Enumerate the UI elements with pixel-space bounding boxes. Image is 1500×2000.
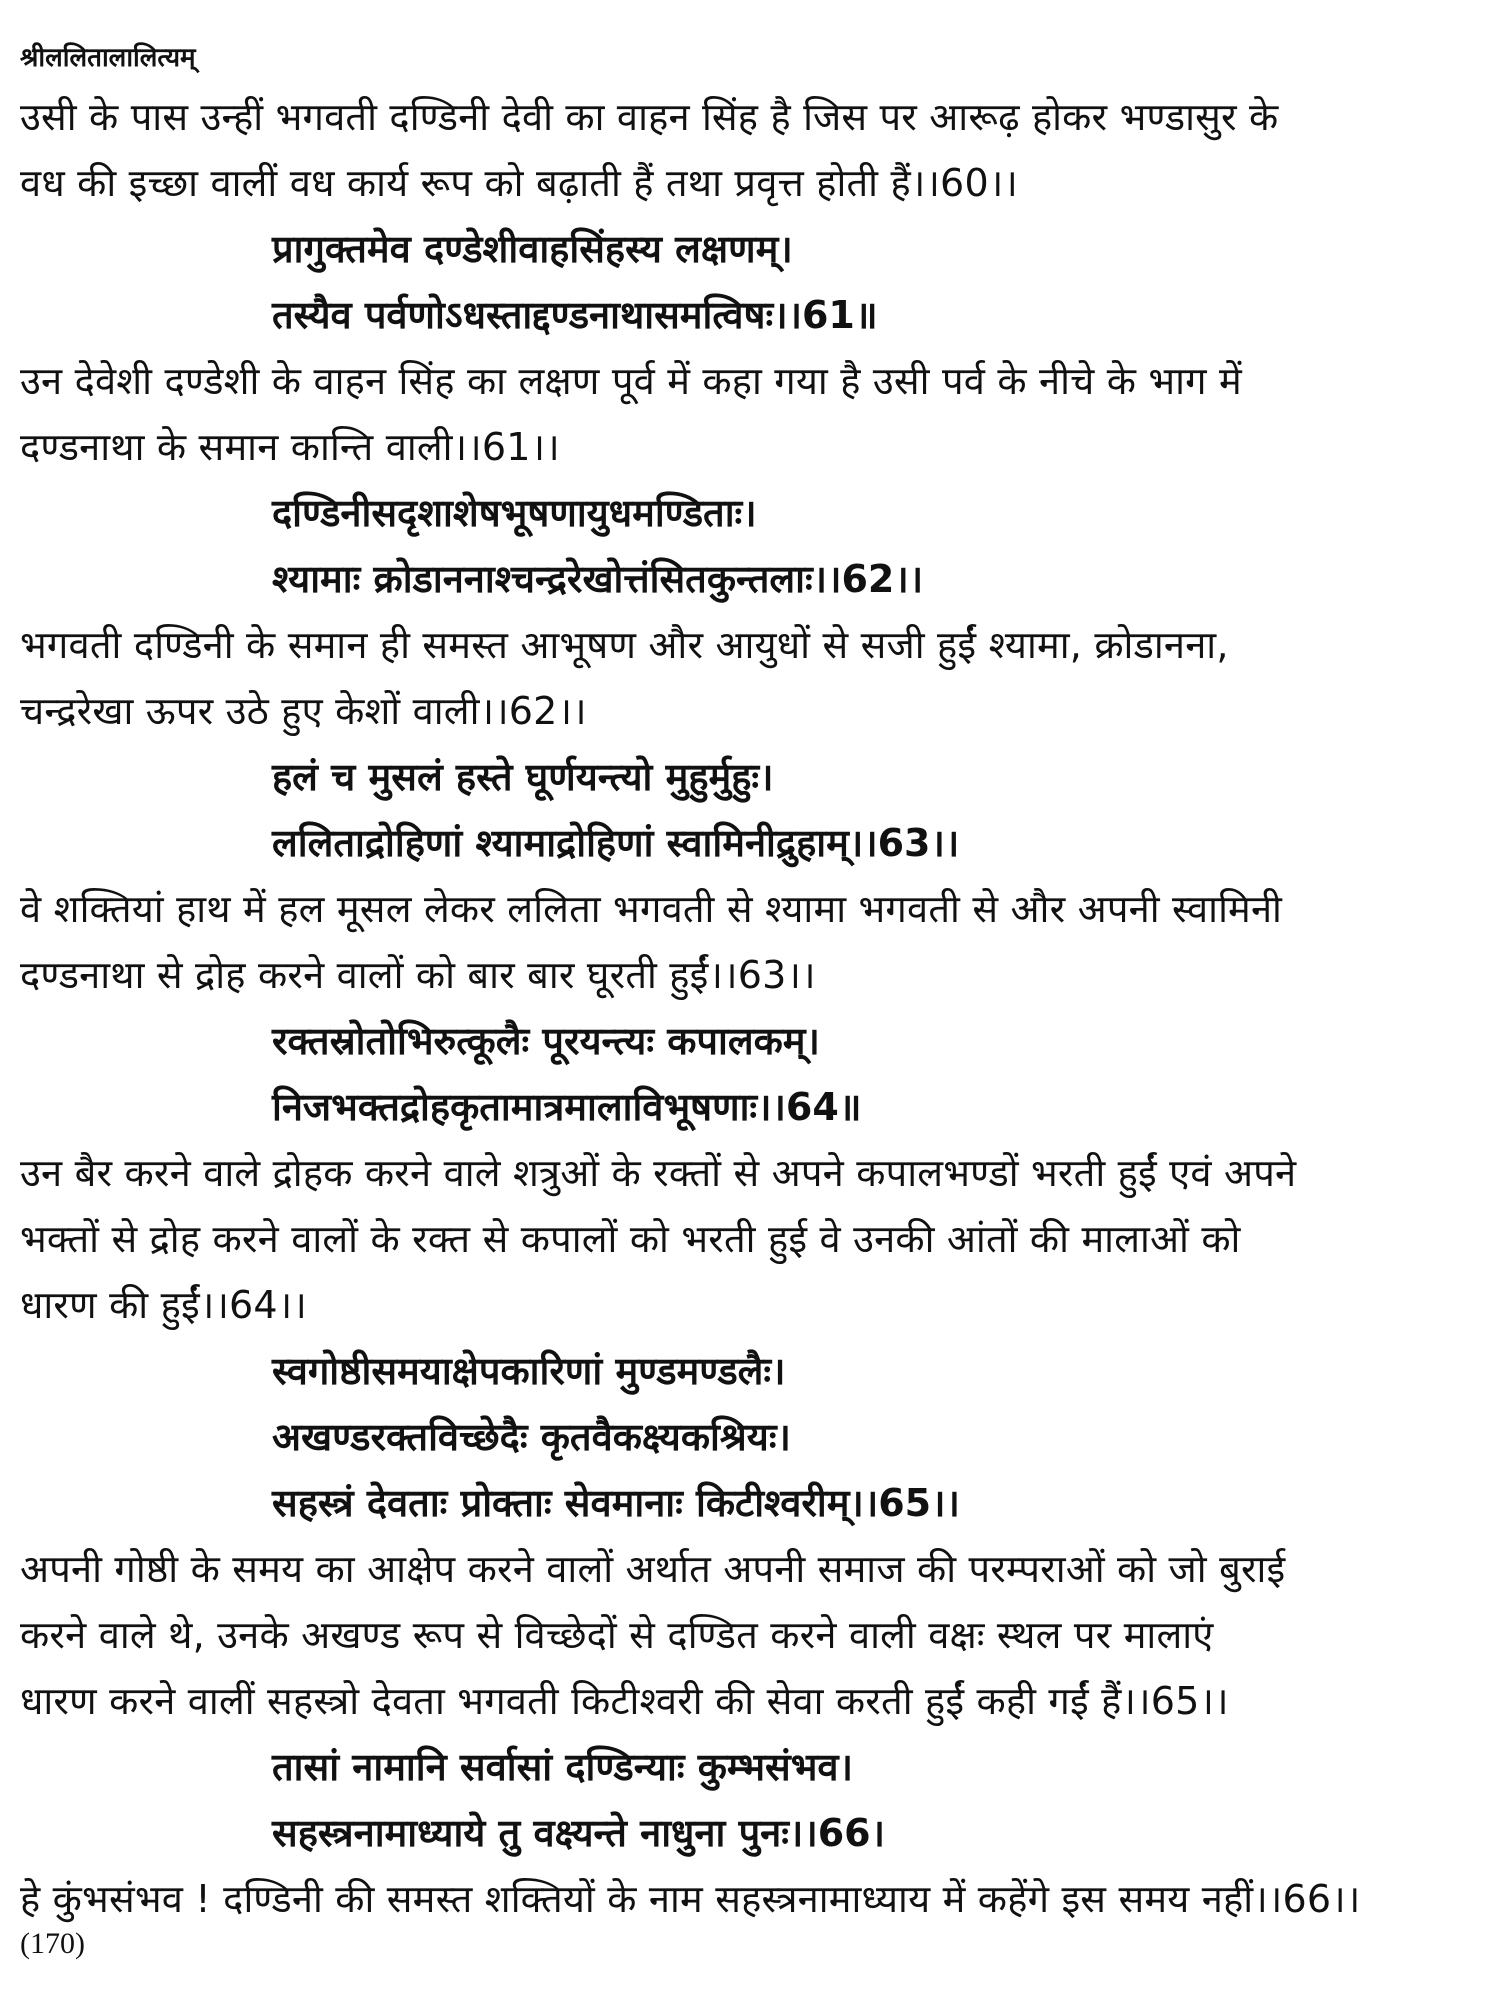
verse-line: तासां नामानि सर्वासां दण्डिन्याः कुम्भसंभव।	[272, 1745, 853, 1789]
translation-line: धारण की हुईं।।64।।	[20, 1283, 308, 1327]
verse-line: सहस्त्रनामाध्याये तु वक्ष्यन्ते नाधुना पुनः।।66।	[272, 1811, 886, 1855]
hindi-translation	[20, 348, 1480, 480]
verse-line: ललिताद्रोहिणां श्यामाद्रोहिणां स्वामिनीद्रुहाम्।।63।।	[272, 821, 960, 865]
translation-line: अपनी गोष्ठी के समय का आक्षेप करने वालों अर्थात अपनी समाज की परम्पराओं को जो बुराई	[20, 1547, 1286, 1591]
verse-line: सहस्त्रं देवताः प्रोक्ताः सेवमानाः किटीश्वरीम्।।65।।	[272, 1481, 960, 1525]
page-number: (170)	[20, 1927, 85, 1960]
hindi-translation	[20, 1536, 1480, 1734]
running-head: श्रीललितालालित्यम्	[20, 43, 196, 73]
sanskrit-verse	[20, 1734, 1480, 1866]
sanskrit-verse	[20, 1008, 1480, 1140]
translation-line: हे कुंभसंभव ! दण्डिनी की समस्त शक्तियों के नाम सहस्त्रनामाध्याय में कहेंगे इस समय नहीं।।66।।	[20, 1877, 1361, 1921]
verse-line: हलं च मुसलं हस्ते घूर्णयन्त्यो मुहुर्मुहुः।	[272, 755, 774, 799]
translation-line: करने वाले थे, उनके अखण्ड रूप से विच्छेदों से दण्डित करने वाली वक्षः स्थल पर मालाएं	[20, 1613, 1214, 1657]
hindi-translation	[20, 612, 1480, 744]
sanskrit-verse	[20, 216, 1480, 348]
translation-line: दण्डनाथा के समान कान्ति वाली।।61।।	[20, 425, 560, 469]
verse-line: अखण्डरक्तविच्छेदैः कृतवैकक्ष्यकश्रियः।	[272, 1415, 791, 1459]
translation-line: भगवती दण्डिनी के समान ही समस्त आभूषण और आयुधों से सजी हुईं श्यामा, क्रोडानना,	[20, 623, 1229, 667]
verse-line: निजभक्तद्रोहकृतामात्रमालाविभूषणाः।।64॥	[272, 1085, 862, 1129]
verse-line: दण्डिनीसदृशाशेषभूषणायुधमण्डिताः।	[272, 491, 757, 535]
hindi-translation	[20, 1140, 1480, 1338]
translation-line: भक्तों से द्रोह करने वालों के रक्त से कपालों को भरती हुई वे उनकी आंतों की मालाओं को	[20, 1217, 1241, 1261]
sanskrit-verse	[20, 480, 1480, 612]
sanskrit-verse	[20, 744, 1480, 876]
hindi-translation	[20, 876, 1480, 1008]
sanskrit-verse	[20, 1338, 1480, 1536]
page-body	[20, 84, 1480, 1932]
verse-line: प्रागुक्तमेव दण्डेशीवाहसिंहस्य लक्षणम्।	[272, 227, 793, 271]
hindi-translation	[20, 84, 1480, 216]
verse-line: श्यामाः क्रोडाननाश्चन्द्ररेखोत्तंसितकुन्तलाः।।62।।	[272, 557, 924, 601]
translation-line: उसी के पास उन्हीं भगवती दण्डिनी देवी का वाहन सिंह है जिस पर आरूढ़ होकर भण्डासुर के	[20, 95, 1279, 139]
translation-line: उन बैर करने वाले द्रोहक करने वाले शत्रुओं के रक्तों से अपने कपालभण्डों भरती हुईं एवं अपने	[20, 1151, 1297, 1195]
hindi-translation	[20, 1866, 1480, 1932]
verse-line: तस्यैव पर्वणोऽधस्ताद्दण्डनाथासमत्विषः।।61॥	[272, 293, 878, 337]
translation-line: चन्द्ररेखा ऊपर उठे हुए केशों वाली।।62।।	[20, 689, 587, 733]
translation-line: वध की इच्छा वालीं वध कार्य रूप को बढ़ाती हैं तथा प्रवृत्त होती हैं।।60।।	[20, 161, 1019, 205]
verse-line: स्वगोष्ठीसमयाक्षेपकारिणां मुण्डमण्डलैः।	[272, 1349, 786, 1393]
translation-line: वे शक्तियां हाथ में हल मूसल लेकर ललिता भगवती से श्यामा भगवती से और अपनी स्वामिनी	[20, 887, 1283, 931]
translation-line: दण्डनाथा से द्रोह करने वालों को बार बार घूरती हुईं।।63।।	[20, 953, 816, 997]
translation-line: उन देवेशी दण्डेशी के वाहन सिंह का लक्षण पूर्व में कहा गया है उसी पर्व के नीचे के भाग में	[20, 359, 1242, 403]
verse-line: रक्तस्रोतोभिरुत्कूलैः पूरयन्त्यः कपालकम्।	[272, 1019, 820, 1063]
translation-line: धारण करने वालीं सहस्त्रो देवता भगवती किटीश्वरी की सेवा करती हुईं कही गईं हैं।।65।।	[20, 1679, 1229, 1723]
